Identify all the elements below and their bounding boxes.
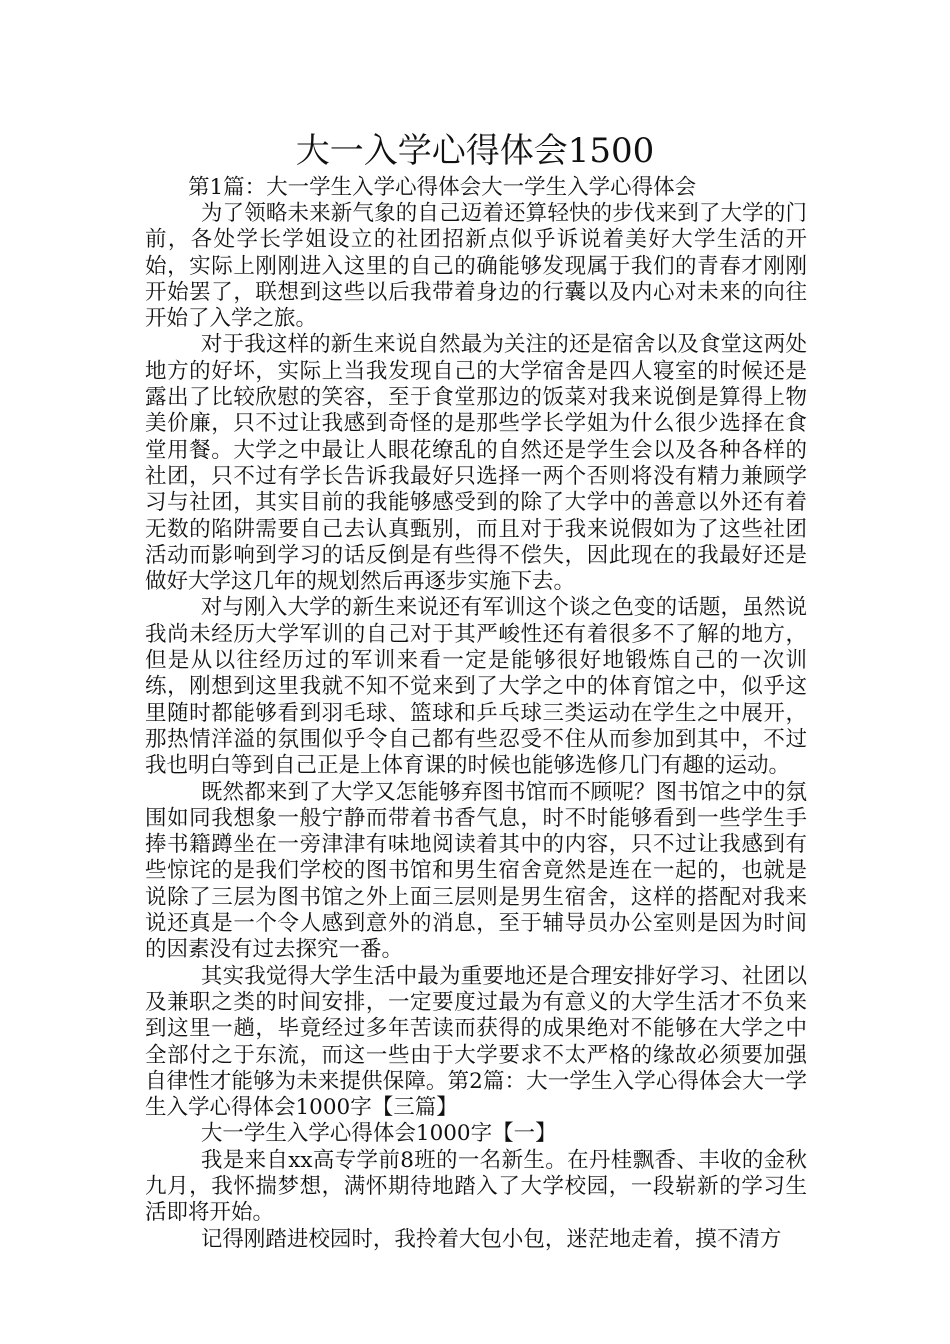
paragraph: 对与刚入大学的新生来说还有军训这个谈之色变的话题，虽然说我尚未经历大学军训的自己对于其严峻性还有着很多不了解的地方，但是从以往经历过的军训来看一定是能够很好地锻炼自己的一次训练，刚想到这里我就不知不觉来到了大学之中的体育馆之中，似乎这里随时都能够看到羽毛球、篮球和乒乓球三类运动在学生之中展开，那热情洋溢的氛围似乎令自己都有些忍受不住从而参加到其中，不过我也明白等到自己正是上体育课的时候也能够选修几门有趣的运动。 xyxy=(145,595,807,779)
document-body xyxy=(145,201,807,1253)
paragraph: 对于我这样的新生来说自然最为关注的还是宿舍以及食堂这两处地方的好坏，实际上当我发现自己的大学宿舍是四人寝室的时候还是露出了比较欣慰的笑容，至于食堂那边的饭菜对我来说倒是算得上物美价廉，只不过让我感到奇怪的是那些学长学姐为什么很少选择在食堂用餐。大学之中最让人眼花缭乱的自然还是学生会以及各种各样的社团，只不过有学长告诉我最好只选择一两个否则将没有精力兼顾学习与社团，其实目前的我能够感受到的除了大学中的善意以外还有着无数的陷阱需要自己去认真甄别，而且对于我来说假如为了这些社团活动而影响到学习的话反倒是有些得不偿失，因此现在的我最好还是做好大学这几年的规划然后再逐步实施下去。 xyxy=(145,332,807,595)
paragraph: 其实我觉得大学生活中最为重要地还是合理安排好学习、社团以及兼职之类的时间安排，一定要度过最为有意义的大学生活才不负来到这里一趟，毕竟经过多年苦读而获得的成果绝对不能够在大学之中全部付之于东流，而这一些由于大学要求不太严格的缘故必须要加强自律性才能够为未来提供保障。第2篇：大一学生入学心得体会大一学生入学心得体会1000字【三篇】 xyxy=(145,963,807,1121)
paragraph: 记得刚踏进校园时，我拎着大包小包，迷茫地走着，摸不清方 xyxy=(200,1226,782,1252)
paragraph: 既然都来到了大学又怎能够弃图书馆而不顾呢？图书馆之中的氛围如同我想象一般宁静而带着书香气息，时不时能够看到一些学生手捧书籍蹲坐在一旁津津有味地阅读着其中的内容，只不过让我感到有些惊诧的是我们学校的图书馆和男生宿舍竟然是连在一起的，也就是说除了三层为图书馆之外上面三层则是男生宿舍，这样的搭配对我来说还真是一个令人感到意外的消息，至于辅导员办公室则是因为时间的因素没有过去探究一番。 xyxy=(145,779,807,963)
document-subtitle: 第1篇：大一学生入学心得体会大一学生入学心得体会 xyxy=(188,175,697,200)
document-title: 大一入学心得体会1500 xyxy=(295,131,655,171)
paragraph: 我是来自xx高专学前8班的一名新生。在丹桂飘香、丰收的金秋九月，我怀揣梦想，满怀期待地踏入了大学校园，一段崭新的学习生活即将开始。 xyxy=(145,1147,807,1226)
paragraph: 为了领略未来新气象的自己迈着还算轻快的步伐来到了大学的门前，各处学长学姐设立的社团招新点似乎诉说着美好大学生活的开始，实际上刚刚进入这里的自己的确能够发现属于我们的青春才刚刚开始罢了，联想到这些以后我带着身边的行囊以及内心对未来的向往开始了入学之旅。 xyxy=(145,201,807,332)
paragraph: 大一学生入学心得体会1000字【一】 xyxy=(200,1121,557,1147)
